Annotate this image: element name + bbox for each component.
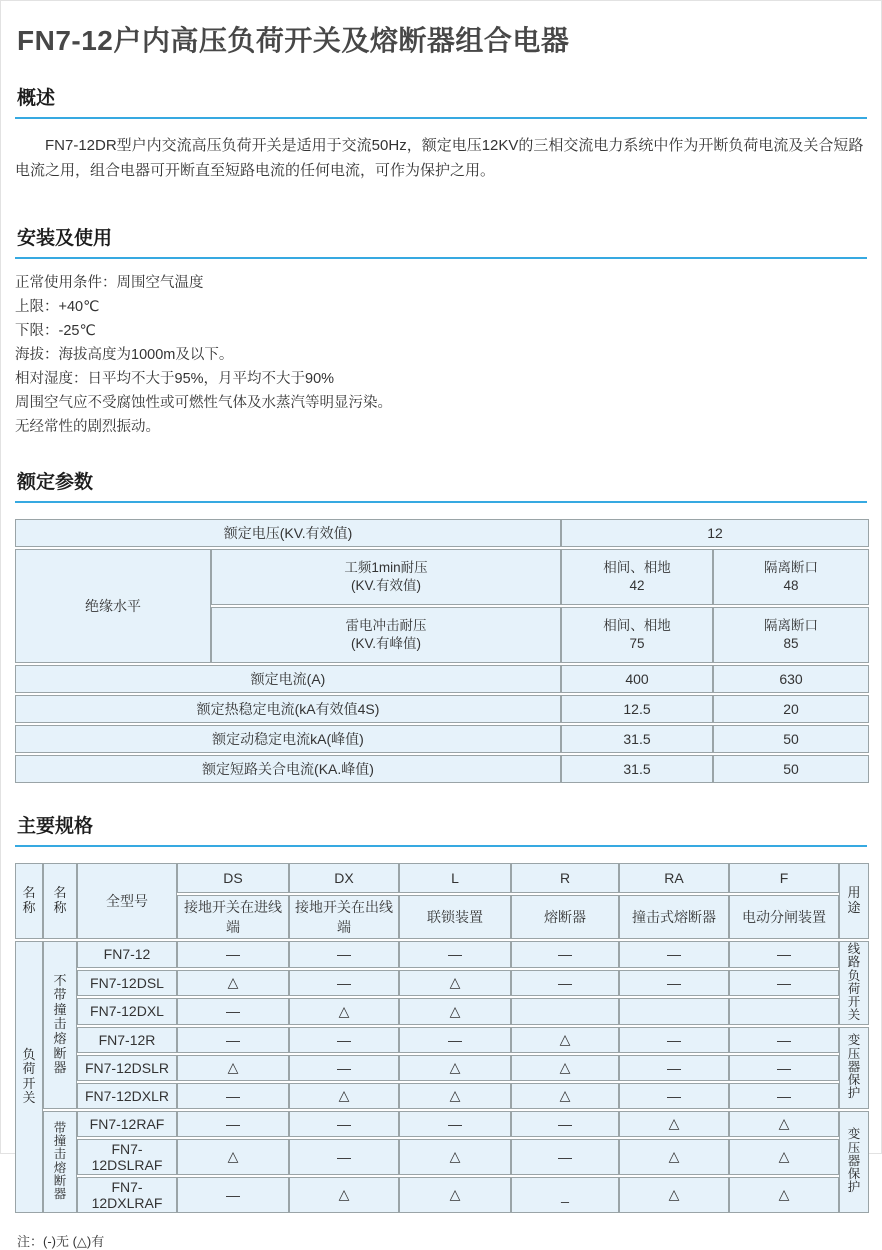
value-number: 42 — [629, 578, 645, 593]
usage-label-transformer-protection: 变压器保护 — [839, 1027, 869, 1109]
symbol-cell: — — [729, 970, 839, 997]
symbol-cell: △ — [289, 998, 399, 1025]
table-row — [15, 1139, 869, 1175]
symbol-cell: △ — [177, 1139, 289, 1175]
symbol-cell: △ — [729, 1139, 839, 1175]
model-cell: FN7-12DSLRAF — [77, 1139, 177, 1175]
symbol-cell: — — [177, 1027, 289, 1053]
symbol-cell — [511, 998, 619, 1025]
model-cell: FN7-12DSLR — [77, 1055, 177, 1081]
param-value: 31.5 — [561, 755, 713, 783]
symbol-cell: — — [177, 941, 289, 968]
table-row — [15, 549, 869, 605]
symbol-cell: △ — [177, 970, 289, 997]
symbol-cell: — — [619, 941, 729, 968]
table-row — [15, 1083, 869, 1109]
table-row — [15, 695, 869, 723]
param-label: 额定电压(KV.有效值) — [15, 519, 561, 547]
condition-line: 正常使用条件：周围空气温度 — [15, 275, 204, 291]
table-row — [15, 1111, 869, 1137]
header-code-dx: DX — [289, 863, 399, 893]
symbol-cell: — — [289, 1139, 399, 1175]
condition-line: 无经常性的剧烈振动。 — [15, 419, 160, 435]
symbol-cell: △ — [399, 1139, 511, 1175]
symbol-cell: △ — [177, 1055, 289, 1081]
symbol-cell: — — [177, 1083, 289, 1109]
symbol-cell: — — [619, 970, 729, 997]
header-desc-r: 熔断器 — [511, 895, 619, 939]
usage-conditions-list — [15, 271, 867, 439]
symbol-cell: △ — [511, 1083, 619, 1109]
param-value — [561, 549, 713, 605]
section-heading-main-specifications: 主要规格 — [15, 811, 867, 847]
symbol-cell: — — [619, 1027, 729, 1053]
model-cell: FN7-12DXL — [77, 998, 177, 1025]
param-group-label: 绝缘水平 — [15, 549, 211, 663]
symbol-cell: — — [289, 1027, 399, 1053]
param-value: 20 — [713, 695, 869, 723]
param-label — [211, 549, 561, 605]
table-row — [15, 755, 869, 783]
header-code-f: F — [729, 863, 839, 893]
value-title: 隔离断口 — [764, 560, 819, 576]
value-number: 75 — [629, 636, 645, 651]
symbol-cell: — — [511, 1111, 619, 1137]
symbol-cell: △ — [619, 1111, 729, 1137]
model-cell: FN7-12 — [77, 941, 177, 968]
symbol-cell: △ — [289, 1083, 399, 1109]
group-label-load-switch: 负荷开关 — [15, 941, 43, 1213]
param-label: 额定动稳定电流kA(峰值) — [15, 725, 561, 753]
symbol-cell: △ — [729, 1111, 839, 1137]
symbol-cell: △ — [289, 1177, 399, 1213]
param-label: 额定热稳定电流(kA有效值4S) — [15, 695, 561, 723]
symbol-cell: — — [177, 1111, 289, 1137]
rated-parameters-table — [15, 517, 869, 785]
symbol-cell: — — [511, 970, 619, 997]
symbol-cell: _ — [511, 1177, 619, 1213]
symbol-cell: — — [177, 998, 289, 1025]
symbol-cell — [729, 998, 839, 1025]
symbol-cell: — — [729, 941, 839, 968]
symbol-cell: — — [619, 1083, 729, 1109]
section-heading-installation: 安装及使用 — [15, 223, 867, 259]
symbol-cell: — — [399, 941, 511, 968]
param-value: 12 — [561, 519, 869, 547]
table-row — [15, 1027, 869, 1053]
header-code-r: R — [511, 863, 619, 893]
condition-line: 上限：+40℃ — [15, 299, 100, 315]
symbol-cell: △ — [511, 1055, 619, 1081]
table-row — [15, 970, 869, 997]
overview-paragraph: FN7-12DR型户内交流高压负荷开关是适用于交流50Hz，额定电压12KV的三相交流电力系统中作为开断负荷电流及关合短路电流之用，组合电器可开断直至短路电流的任何电流，可作为保护之用。 — [15, 137, 864, 179]
header-desc-l: 联锁装置 — [399, 895, 511, 939]
header-name-col1: 名称 — [15, 863, 43, 939]
table-row — [15, 1055, 869, 1081]
value-title: 隔离断口 — [764, 618, 819, 634]
header-desc-ds: 接地开关在进线端 — [177, 895, 289, 939]
param-value — [561, 607, 713, 663]
header-model: 全型号 — [77, 863, 177, 939]
table-row — [15, 665, 869, 693]
symbol-cell: — — [289, 1111, 399, 1137]
param-value: 50 — [713, 725, 869, 753]
table-row — [15, 1177, 869, 1213]
symbol-cell: — — [511, 941, 619, 968]
symbol-cell: △ — [399, 1177, 511, 1213]
header-code-ra: RA — [619, 863, 729, 893]
model-cell: FN7-12R — [77, 1027, 177, 1053]
model-cell: FN7-12DXLRAF — [77, 1177, 177, 1213]
header-usage: 用途 — [839, 863, 869, 939]
symbol-cell: △ — [619, 1177, 729, 1213]
model-cell: FN7-12DXLR — [77, 1083, 177, 1109]
symbol-cell: △ — [399, 970, 511, 997]
param-value: 630 — [713, 665, 869, 693]
model-cell: FN7-12DSL — [77, 970, 177, 997]
group-label-without-striker-fuse: 不带撞击熔断器 — [43, 941, 77, 1109]
symbol-cell: — — [619, 1055, 729, 1081]
model-cell: FN7-12RAF — [77, 1111, 177, 1137]
value-title: 相间、相地 — [603, 560, 671, 576]
usage-label-transformer-protection: 变压器保护 — [839, 1111, 869, 1213]
table-header-row — [15, 863, 869, 893]
usage-label-line-load-switch: 线路负荷开关 — [839, 941, 869, 1025]
specifications-table — [15, 861, 869, 1215]
param-value: 50 — [713, 755, 869, 783]
symbol-cell: — — [729, 1083, 839, 1109]
table-row — [15, 519, 869, 547]
param-name: 工频1min耐压 — [344, 560, 428, 576]
symbol-cell: — — [177, 1177, 289, 1213]
document-page — [1, 1, 881, 1250]
symbol-cell: △ — [511, 1027, 619, 1053]
header-code-l: L — [399, 863, 511, 893]
condition-line: 相对湿度：日平均不大于95%，月平均不大于90% — [15, 371, 335, 387]
legend-note: 注：(-)无 (△)有 — [17, 1233, 105, 1249]
param-unit: (KV.有峰值) — [351, 636, 422, 651]
param-label: 额定电流(A) — [15, 665, 561, 693]
condition-line: 海拔：海拔高度为1000m及以下。 — [15, 347, 234, 363]
group-label-with-striker-fuse: 带撞击熔断器 — [43, 1111, 77, 1213]
table-row — [15, 941, 869, 968]
value-number: 48 — [783, 578, 799, 593]
param-value — [713, 607, 869, 663]
symbol-cell: — — [399, 1111, 511, 1137]
symbol-cell: — — [399, 1027, 511, 1053]
page-title: FN7-12户内高压负荷开关及熔断器组合电器 — [17, 25, 570, 56]
symbol-cell: △ — [729, 1177, 839, 1213]
param-label — [211, 607, 561, 663]
symbol-cell: △ — [399, 998, 511, 1025]
section-heading-rated-parameters: 额定参数 — [15, 467, 867, 503]
symbol-cell: △ — [399, 1055, 511, 1081]
symbol-cell: — — [289, 970, 399, 997]
value-title: 相间、相地 — [603, 618, 671, 634]
header-name-col2: 名称 — [43, 863, 77, 939]
condition-line: 下限：-25℃ — [15, 323, 96, 339]
param-value: 12.5 — [561, 695, 713, 723]
symbol-cell — [619, 998, 729, 1025]
param-label: 额定短路关合电流(KA.峰值) — [15, 755, 561, 783]
table-row — [15, 725, 869, 753]
value-number: 85 — [783, 636, 799, 651]
header-desc-dx: 接地开关在出线端 — [289, 895, 399, 939]
param-name: 雷电冲击耐压 — [345, 618, 427, 634]
symbol-cell: — — [729, 1055, 839, 1081]
symbol-cell: — — [729, 1027, 839, 1053]
symbol-cell: △ — [399, 1083, 511, 1109]
symbol-cell: — — [289, 941, 399, 968]
condition-line: 周围空气应不受腐蚀性或可燃性气体及水蒸汽等明显污染。 — [15, 395, 392, 411]
header-code-ds: DS — [177, 863, 289, 893]
param-value: 31.5 — [561, 725, 713, 753]
param-value — [713, 549, 869, 605]
param-value: 400 — [561, 665, 713, 693]
header-desc-f: 电动分闸装置 — [729, 895, 839, 939]
symbol-cell: — — [289, 1055, 399, 1081]
param-unit: (KV.有效值) — [351, 578, 422, 593]
table-row — [15, 998, 869, 1025]
symbol-cell: — — [511, 1139, 619, 1175]
symbol-cell: △ — [619, 1139, 729, 1175]
section-heading-overview: 概述 — [15, 83, 867, 119]
header-desc-ra: 撞击式熔断器 — [619, 895, 729, 939]
